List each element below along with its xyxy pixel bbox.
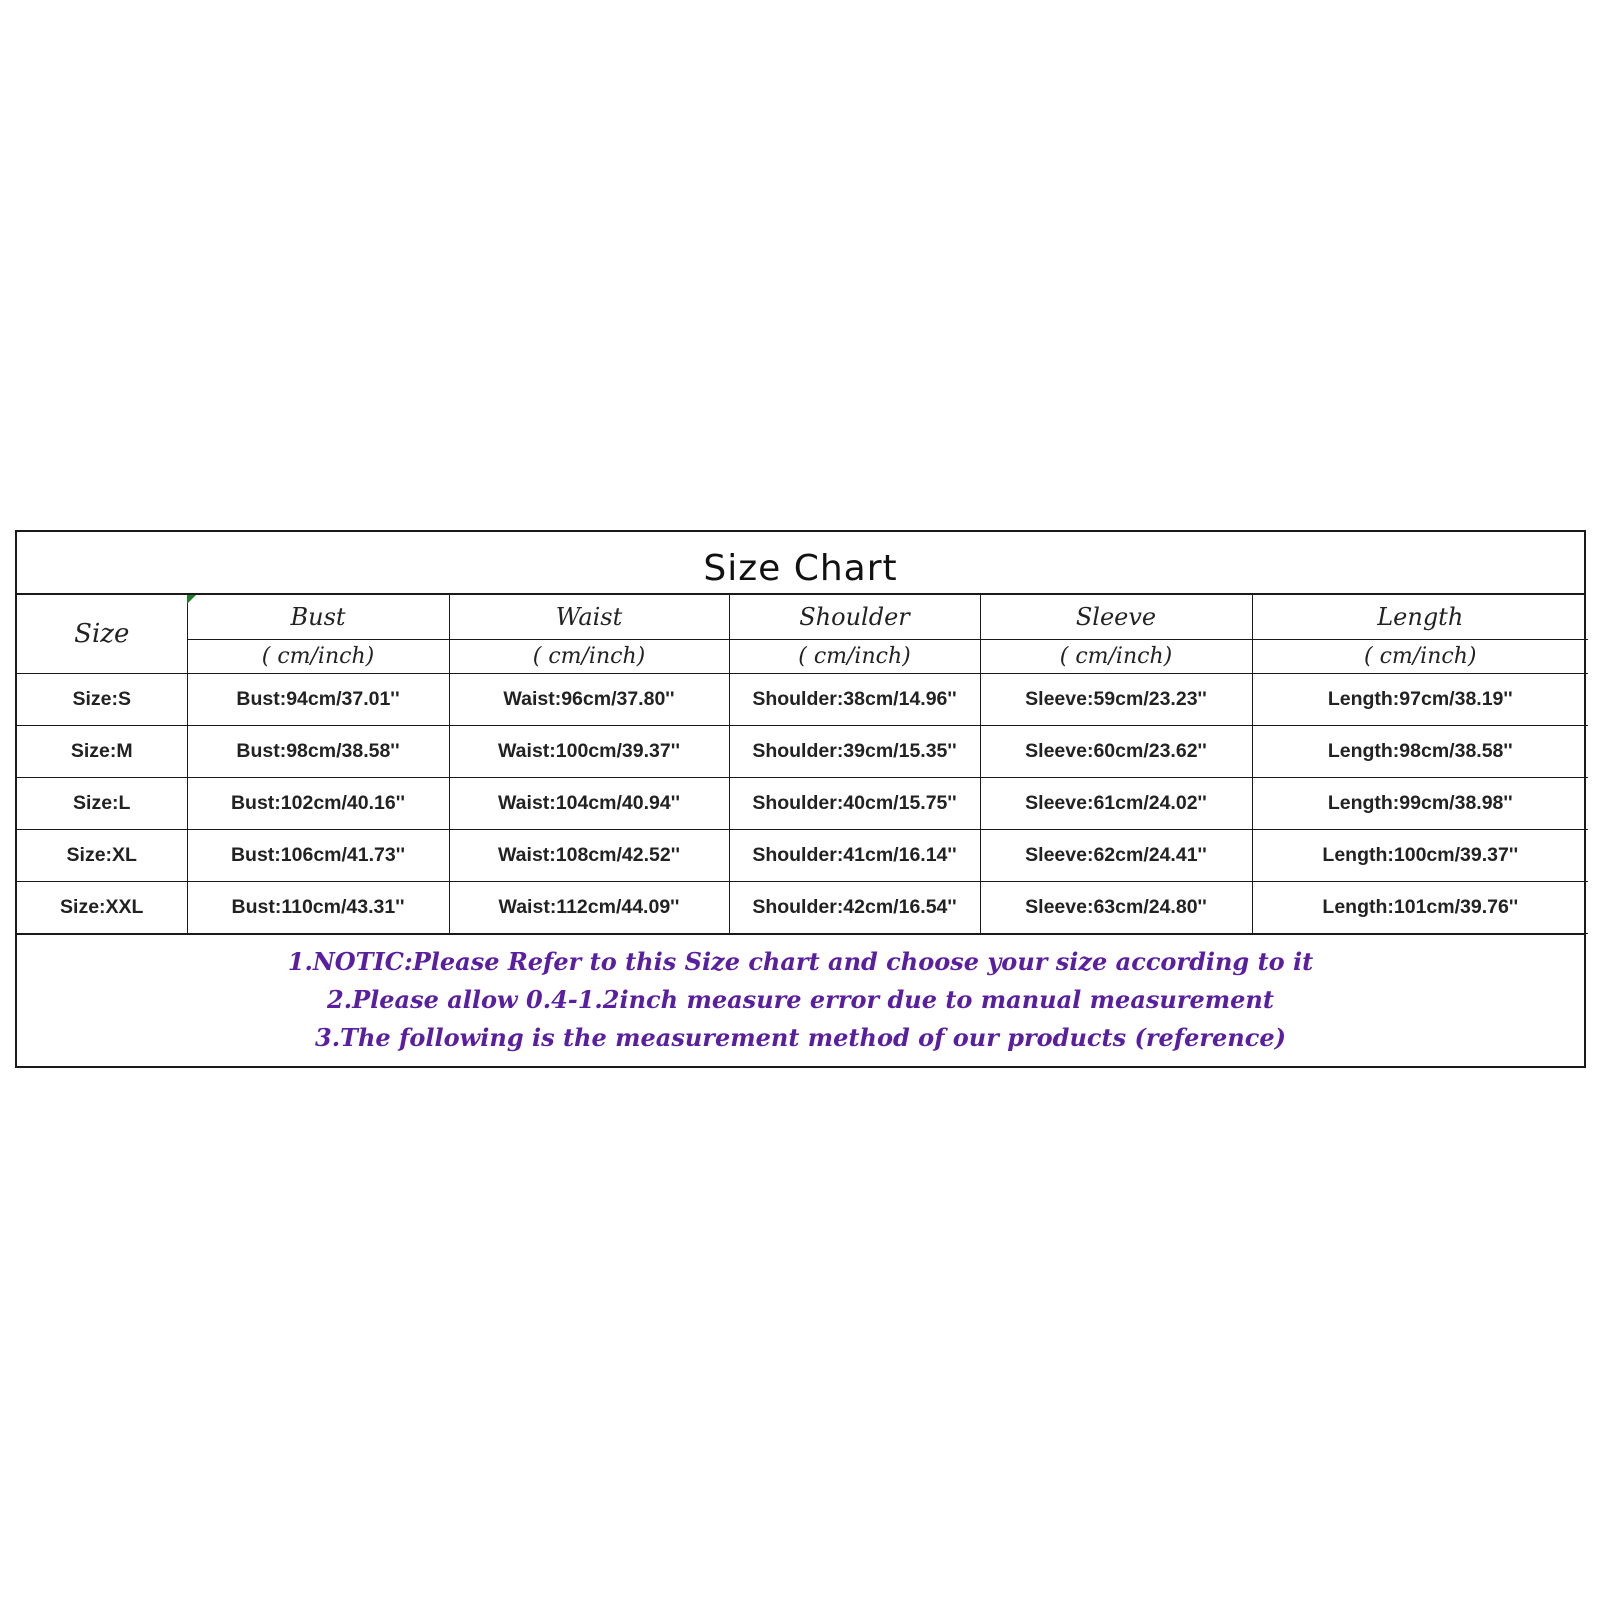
table-cell: Shoulder:41cm/16.14'': [729, 829, 980, 881]
table-cell: Bust:110cm/43.31'': [187, 881, 449, 933]
table-cell: Length:99cm/38.98'': [1252, 777, 1588, 829]
column-header-bust: Bust: [187, 595, 449, 639]
size-label: Size:XL: [17, 829, 187, 881]
table-cell: Sleeve:62cm/24.41'': [980, 829, 1252, 881]
note-line-2: 2.Please allow 0.4-1.2inch measure error due to manual measurement: [327, 985, 1274, 1014]
column-header-waist: Waist: [449, 595, 729, 639]
column-unit-shoulder: ( cm/inch): [729, 639, 980, 673]
header-row-units: [17, 639, 1588, 673]
size-label: Size:M: [17, 725, 187, 777]
table-cell: Length:97cm/38.19'': [1252, 673, 1588, 725]
note-line-1: 1.NOTIC:Please Refer to this Size chart and choose your size according to it: [287, 947, 1314, 976]
table-cell: Sleeve:63cm/24.80'': [980, 881, 1252, 933]
column-unit-sleeve: ( cm/inch): [980, 639, 1252, 673]
table-cell: Length:100cm/39.37'': [1252, 829, 1588, 881]
title-row: [17, 532, 1584, 595]
notes-section: [17, 933, 1584, 1066]
column-unit-bust: ( cm/inch): [187, 639, 449, 673]
table-cell: Sleeve:59cm/23.23'': [980, 673, 1252, 725]
table-cell: Bust:106cm/41.73'': [187, 829, 449, 881]
corner-mark: [187, 595, 196, 604]
size-table: [17, 595, 1588, 934]
table-cell: Shoulder:40cm/15.75'': [729, 777, 980, 829]
size-label: Size:L: [17, 777, 187, 829]
table-row-size-s: [17, 673, 1588, 725]
size-label: Size:S: [17, 673, 187, 725]
table-cell: Bust:98cm/38.58'': [187, 725, 449, 777]
table-cell: Length:98cm/38.58'': [1252, 725, 1588, 777]
table-cell: Waist:112cm/44.09'': [449, 881, 729, 933]
table-row-size-m: [17, 725, 1588, 777]
table-cell: Waist:100cm/39.37'': [449, 725, 729, 777]
table-cell: Waist:104cm/40.94'': [449, 777, 729, 829]
table-cell: Bust:94cm/37.01'': [187, 673, 449, 725]
header-row-names: [17, 595, 1588, 639]
table-cell: Waist:108cm/42.52'': [449, 829, 729, 881]
table-cell: Shoulder:39cm/15.35'': [729, 725, 980, 777]
table-cell: Shoulder:42cm/16.54'': [729, 881, 980, 933]
size-label: Size:XXL: [17, 881, 187, 933]
column-unit-length: ( cm/inch): [1252, 639, 1588, 673]
table-cell: Waist:96cm/37.80'': [449, 673, 729, 725]
table-cell: Shoulder:38cm/14.96'': [729, 673, 980, 725]
size-column-header: Size: [17, 595, 187, 673]
table-cell: Sleeve:60cm/23.62'': [980, 725, 1252, 777]
note-line-3: 3.The following is the measurement method of our products (reference): [315, 1023, 1286, 1052]
column-unit-waist: ( cm/inch): [449, 639, 729, 673]
table-row-size-xxl: [17, 881, 1588, 933]
column-header-length: Length: [1252, 595, 1588, 639]
column-header-shoulder: Shoulder: [729, 595, 980, 639]
table-row-size-xl: [17, 829, 1588, 881]
table-cell: Length:101cm/39.76'': [1252, 881, 1588, 933]
table-cell: Sleeve:61cm/24.02'': [980, 777, 1252, 829]
table-cell: Bust:102cm/40.16'': [187, 777, 449, 829]
size-chart: [15, 530, 1586, 1068]
table-row-size-l: [17, 777, 1588, 829]
chart-title: Size Chart: [703, 548, 898, 589]
column-header-sleeve: Sleeve: [980, 595, 1252, 639]
